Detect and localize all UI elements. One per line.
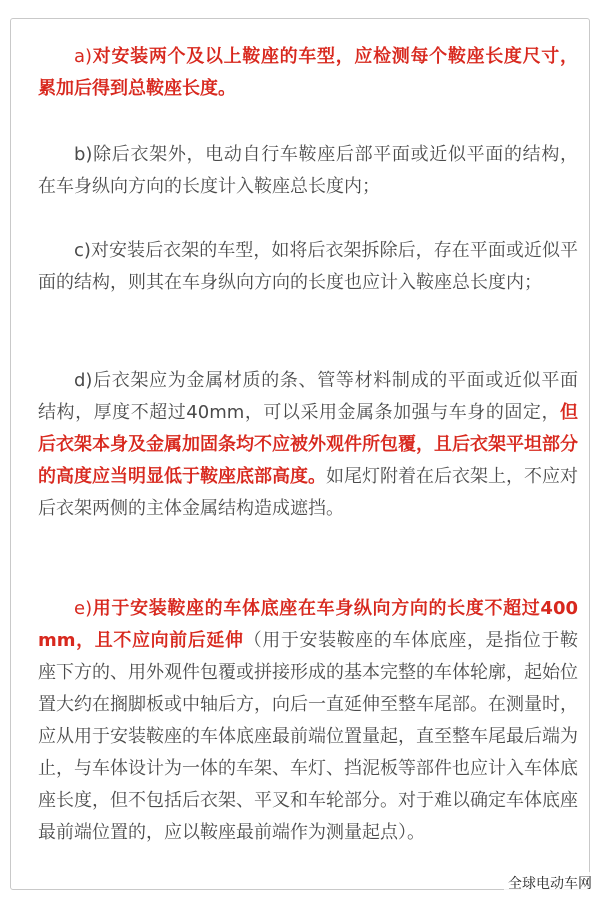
paragraph-d-highlight: 但后衣架本身及金属加固条均不应被外观件所包覆，且后衣架平坦部分的高度应当明显低于鞍座底部高度。 xyxy=(38,402,578,487)
paragraph-d-part1: d)后衣架应为金属材质的条、管等材料制成的平面或近似平面结构，厚度不超过40mm，可以采用金属条加强与车身的固定， xyxy=(38,370,578,423)
paragraph-e-highlight: 用于安装鞍座的车体底座在车身纵向方向的长度不超过400mm，且不应向前后延伸 xyxy=(38,598,578,651)
paragraph-e xyxy=(38,593,578,849)
paragraph-a-prefix: a) xyxy=(74,46,93,67)
paragraph-c xyxy=(38,235,578,299)
watermark-logo-text: 全球电动车网 xyxy=(504,872,596,894)
paragraph-b xyxy=(38,139,578,203)
document-card xyxy=(10,18,590,890)
paragraph-e-prefix: e) xyxy=(74,598,93,619)
paragraph-e-rest: （用于安装鞍座的车体底座，是指位于鞍座下方的、用外观件包覆或拼接形成的基本完整的车体轮廓，起始位置大约在搁脚板或中轴后方，向后一直延伸至整车尾部。在测量时，应从用于安装鞍座的车体底座最前端位置量起，直至整车尾最后端为止，与车体设计为一体的车架、车灯、挡泥板等部件也应计入车体底座长度，但不包括后衣架、平叉和车轮部分。对于难以确定车体底座最前端位置的，应以鞍座最前端作为测量起点）。 xyxy=(38,630,579,843)
paragraph-a xyxy=(38,41,578,105)
paragraph-b-text: b)除后衣架外，电动自行车鞍座后部平面或近似平面的结构，在车身纵向方向的长度计入鞍座总长度内； xyxy=(38,144,578,197)
paragraph-c-text: c)对安装后衣架的车型，如将后衣架拆除后，存在平面或近似平面的结构，则其在车身纵向方向的长度也应计入鞍座总长度内； xyxy=(38,240,578,293)
paragraph-a-highlight: 对安装两个及以上鞍座的车型，应检测每个鞍座长度尺寸，累加后得到总鞍座长度。 xyxy=(38,46,578,99)
paragraph-d xyxy=(38,365,578,525)
paragraph-d-part2: 如尾灯附着在后衣架上，不应对后衣架两侧的主体金属结构造成遮挡。 xyxy=(38,466,578,519)
